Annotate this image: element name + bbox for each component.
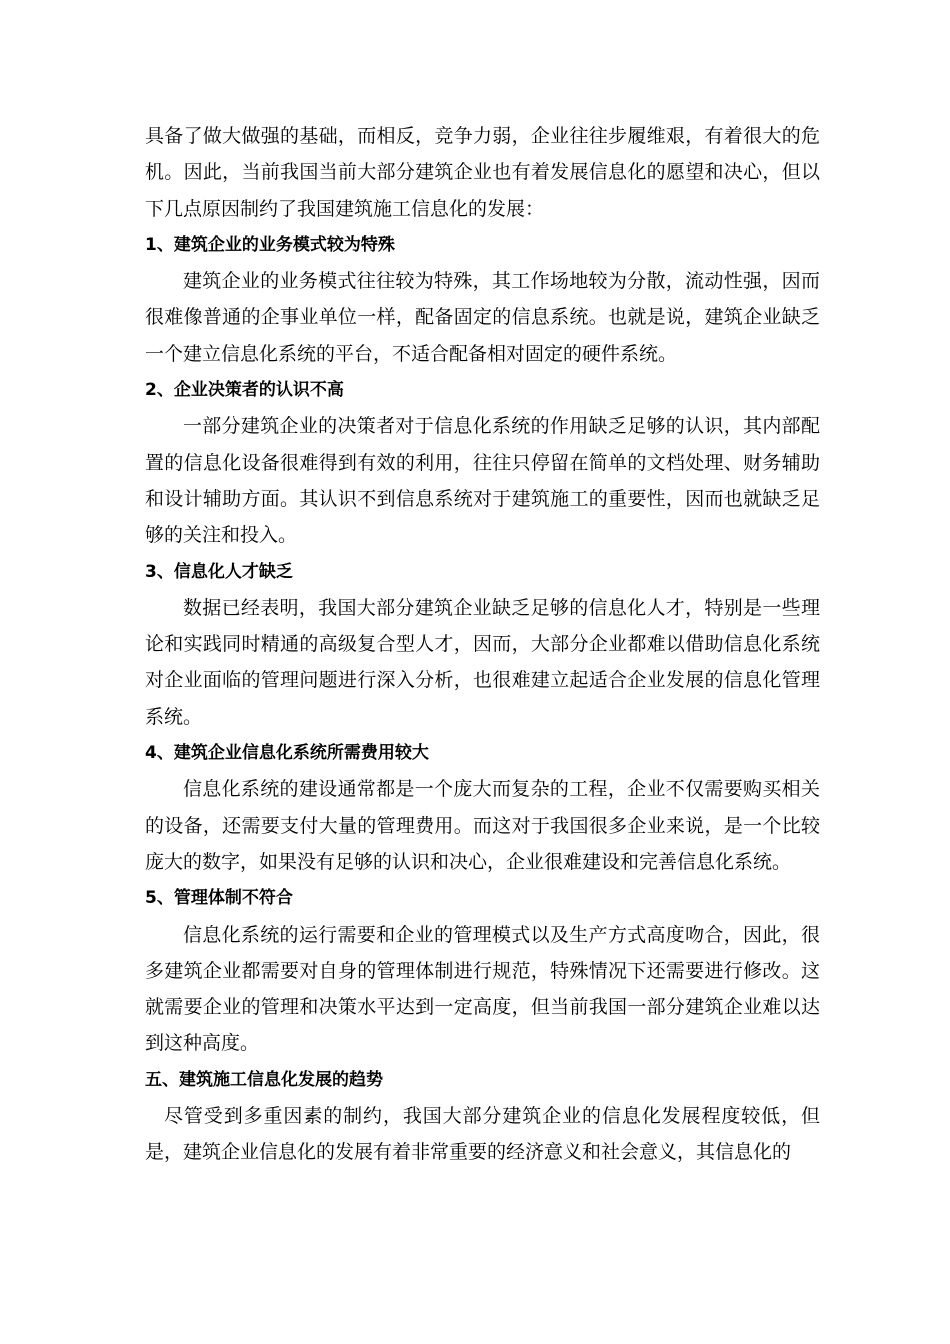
section-heading: 1、建筑企业的业务模式较为特殊	[145, 234, 395, 255]
paragraph: 一部分建筑企业的决策者对于信息化系统的作用缺乏足够的认识，其内部配置的信息化设备很难得到有效的利用，往往只停留在简单的文档处理、财务辅助和设计辅助方面。其认识不到信息系统对于建筑施工的重要性，因而也就缺乏足够的关注和投入。	[145, 415, 820, 547]
section-heading: 2、企业决策者的认识不高	[145, 380, 344, 401]
paragraph: 信息化系统的运行需要和企业的管理模式以及生产方式高度吻合，因此，很多建筑企业都需要对自身的管理体制进行规范，特殊情况下还需要进行修改。这就需要企业的管理和决策水平达到一定高度，但当前我国一部分建筑企业难以达到这种高度。	[145, 923, 820, 1055]
paragraph: 尽管受到多重因素的制约，我国大部分建筑企业的信息化发展程度较低，但是，建筑企业信息化的发展有着非常重要的经济意义和社会意义，其信息化的	[145, 1105, 820, 1164]
paragraph: 数据已经表明，我国大部分建筑企业缺乏足够的信息化人才，特别是一些理论和实践同时精通的高级复合型人才，因而，大部分企业都难以借助信息化系统对企业面临的管理问题进行深入分析，也很难建立起适合企业发展的信息化管理系统。	[145, 596, 820, 728]
section-heading: 5、管理体制不符合	[145, 888, 293, 909]
document-page	[145, 118, 820, 1171]
paragraph: 具备了做大做强的基础，而相反，竞争力弱，企业往往步履维艰，有着很大的危机。因此，当前我国当前大部分建筑企业也有着发展信息化的愿望和决心，但以下几点原因制约了我国建筑施工信息化的发展：	[145, 125, 820, 220]
section-heading: 3、信息化人才缺乏	[145, 561, 293, 582]
section-heading: 4、建筑企业信息化系统所需费用较大	[145, 743, 429, 764]
paragraph: 建筑企业的业务模式往往较为特殊，其工作场地较为分散，流动性强，因而很难像普通的企事业单位一样，配备固定的信息系统。也就是说，建筑企业缺乏一个建立信息化系统的平台，不适合配备相对固定的硬件系统。	[145, 270, 820, 365]
paragraph: 信息化系统的建设通常都是一个庞大而复杂的工程，企业不仅需要购买相关的设备，还需要支付大量的管理费用。而这对于我国很多企业来说，是一个比较庞大的数字，如果没有足够的认识和决心，企业很难建设和完善信息化系统。	[145, 778, 820, 873]
chapter-heading: 五、建筑施工信息化发展的趋势	[145, 1069, 383, 1090]
